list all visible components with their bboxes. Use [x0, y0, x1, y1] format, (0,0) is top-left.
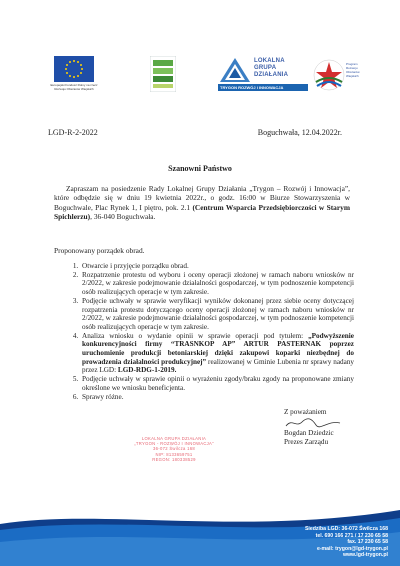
- closing-phrase: Z poważaniem: [284, 408, 327, 416]
- reference-number: LGD-R-2-2022: [48, 128, 98, 137]
- project-title: „Podwyższenie konkurencyjności firmy “TRASNKOP AP” ARTUR PASTERNAK poprzez uruchomienie produkcji betoniarskiej dzięki zakupowi koparki niezbędnej do prowadzenia działalności produkcyjnej”: [82, 331, 354, 366]
- signature-block: [284, 408, 344, 447]
- agenda-label: Proponowany porządek obrad.: [54, 246, 145, 255]
- agenda-item: 6. Sprawy różne.: [80, 393, 354, 402]
- signer-name: Bogdan Dziedzic: [284, 429, 334, 437]
- trygon-banner: TRYGON ROZWÓJ I INNOWACJA: [218, 84, 308, 91]
- trygon-text: LOKALNA GRUPA DZIAŁANIA: [254, 58, 289, 78]
- lgd-trygon-logo: [218, 56, 308, 96]
- venue-name: (Centrum Wsparcia Przedsiębiorczości w Starym Spichlerzu): [54, 202, 351, 222]
- agenda-item: 4. Analiza wniosku o wydanie opinii w sprawie operacji pod tytułem: „Podwyższenie konkurencyjności firmy “TRASNKOP AP” ARTUR PASTERNAK poprzez uruchomienie produkcji betoniarskiej dzięki zakupowi koparki niezbędnej do prowadzenia działalności produkcyjnej” realizowanej w Gminie Lubenia nr sprawy nadany przez LGD: LGD-RDG-1-2019.: [80, 332, 354, 376]
- footer-website: www.lgd-trygon.pl: [342, 552, 388, 558]
- agenda-item: 2. Rozpatrzenie protestu od wyboru i oceny operacji złożonej w ramach naboru wniosków nr 2/2022, w zakresie podejmowanie działalności gospodarczej, w tym podnoszenie kompetencji osób realizujących operacje w tym zakresie.: [80, 271, 354, 297]
- signer-title: Prezes Zarządu: [284, 438, 329, 446]
- eu-caption: Europejski Fundusz Rolny na rzecz Rozwoju Obszarów Wiejskich: [50, 83, 98, 91]
- agenda-item: 3. Podjęcie uchwały w sprawie weryfikacji wyników dokonanej przez siebie oceny dotyczącej rozpatrzenia protestu dotyczącego oceny operacji złożonej w ramach naboru wniosków nr 2/2022, w zakresie podejmowanie działalności gospodarczej, w tym podnoszenie kompetencji osób realizujących operacje w tym zakresie.: [80, 297, 354, 332]
- prow-logo: [312, 56, 362, 98]
- header-logos: [50, 56, 360, 100]
- organization-stamp: LOKALNA GRUPA DZIAŁANIA „TRYGON - ROZWÓJ I INNOWACJA” 36-072 Świlcza 168 NIP: 8133659751 REGON: 180338529: [134, 436, 214, 462]
- intro-paragraph: Zapraszam na posiedzenie Rady Lokalnej Grupy Działania „Trygon – Rozwój i Innowacja”, które odbędzie się w dniu 19 kwietnia 2022r., o godz. 16:00 w Biurze Stowarzyszenia w Boguchwale, Plac Rynek 1, I piętro, pok. 2.1 (Centrum Wsparcia Przedsiębiorczości w Starym Spichlerzu), 36-040 Boguchwała.: [54, 184, 351, 222]
- eu-stars-icon: [54, 56, 94, 82]
- leader-logo: [150, 56, 176, 92]
- eu-flag-logo: [50, 56, 98, 91]
- mountain-triangle-icon: [218, 56, 252, 84]
- agenda-item: 5. Podjęcie uchwały w sprawie opinii o wyrażeniu zgody/braku zgody na proponowane zmiany określone we wniosku beneficjenta.: [80, 375, 354, 392]
- footer-phone: tel. 690 166 271 / 17 230 65 58: [315, 532, 388, 539]
- prow-star-icon: [312, 58, 346, 92]
- salutation: Szanowni Państwo: [168, 164, 232, 173]
- agenda-list: [54, 262, 354, 401]
- footer-fax: fax. 17 230 65 58: [347, 539, 388, 545]
- agenda-item: 1. Otwarcie i przyjęcie porządku obrad.: [80, 262, 354, 271]
- place-date: Boguchwała, 12.04.2022r.: [257, 128, 342, 137]
- case-number: LGD-RDG-1-2019.: [117, 366, 177, 375]
- footer-email: e-mail: trygon@lgd-trygon.pl: [316, 545, 388, 552]
- prow-text: Program Rozwoju Obszarów Wiejskich: [346, 62, 360, 78]
- footer-contact: [305, 526, 388, 559]
- handwritten-signature-icon: [284, 417, 344, 429]
- footer-address: Siedziba LGD: 36-072 Świlcza 168: [304, 526, 388, 532]
- footer-banner: [0, 506, 400, 566]
